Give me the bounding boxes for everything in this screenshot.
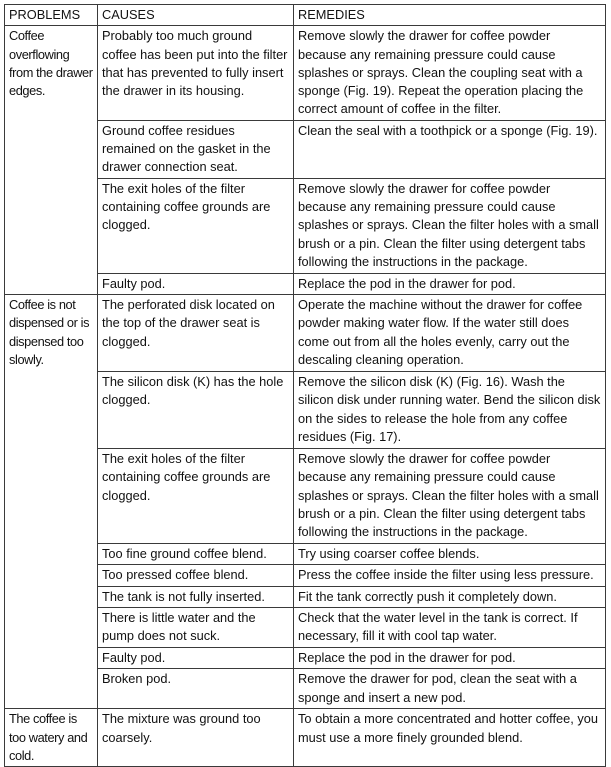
remedy-cell: To obtain a more concentrated and hotter coffee, you must use a more finely grounded blend.: [294, 709, 606, 767]
cause-cell: The mixture was ground too coarsely.: [98, 709, 294, 767]
remedy-cell: Remove the drawer for pod, clean the seat with a sponge and insert a new pod.: [294, 669, 606, 709]
problem-cell: The coffee is too watery and cold.: [5, 709, 98, 767]
remedy-cell: Remove the silicon disk (K) (Fig. 16). Wash the silicon disk under running water. Bend the silicon disk on the sides to release the hole from any coffee residues (Fig. 17).: [294, 372, 606, 449]
remedy-cell: Check that the water level in the tank is correct. If necessary, fill it with cool tap water.: [294, 607, 606, 647]
table-row: [5, 26, 606, 120]
header-remedies: REMEDIES: [294, 5, 606, 26]
table-row: [5, 295, 606, 372]
cause-cell: Faulty pod.: [98, 647, 294, 668]
cause-cell: Ground coffee residues remained on the gasket in the drawer connection seat.: [98, 120, 294, 178]
table-row: [5, 709, 606, 767]
cause-cell: The exit holes of the filter containing coffee grounds are clogged.: [98, 178, 294, 273]
header-row: [5, 5, 606, 26]
problem-cell: Coffee overflowing from the drawer edges.: [5, 26, 98, 295]
remedy-cell: Press the coffee inside the filter using less pressure.: [294, 565, 606, 586]
problem-cell: Coffee is not dispensed or is dispensed too slowly.: [5, 295, 98, 709]
remedy-cell: Remove slowly the drawer for coffee powder because any remaining pressure could cause splashes or sprays. Clean the filter holes with a small brush or a pin. Clean the filter using detergent tabs following the instructions in the package.: [294, 178, 606, 273]
remedy-cell: Replace the pod in the drawer for pod.: [294, 273, 606, 294]
cause-cell: Too pressed coffee blend.: [98, 565, 294, 586]
troubleshooting-table: [4, 4, 606, 767]
remedy-cell: Clean the seal with a toothpick or a sponge (Fig. 19).: [294, 120, 606, 178]
cause-cell: The exit holes of the filter containing coffee grounds are clogged.: [98, 449, 294, 544]
cause-cell: The perforated disk located on the top of the drawer seat is clogged.: [98, 295, 294, 372]
cause-cell: There is little water and the pump does not suck.: [98, 607, 294, 647]
cause-cell: Broken pod.: [98, 669, 294, 709]
cause-cell: The tank is not fully inserted.: [98, 586, 294, 607]
remedy-cell: Remove slowly the drawer for coffee powder because any remaining pressure could cause splashes or sprays. Clean the filter holes with a small brush or a pin. Clean the filter using detergent tabs following the instructions in the package.: [294, 449, 606, 544]
cause-cell: Probably too much ground coffee has been put into the filter that has prevented to fully insert the drawer in its housing.: [98, 26, 294, 120]
remedy-cell: Replace the pod in the drawer for pod.: [294, 647, 606, 668]
cause-cell: Faulty pod.: [98, 273, 294, 294]
header-problems: PROBLEMS: [5, 5, 98, 26]
remedy-cell: Try using coarser coffee blends.: [294, 544, 606, 565]
cause-cell: The silicon disk (K) has the hole clogged.: [98, 372, 294, 449]
cause-cell: Too fine ground coffee blend.: [98, 544, 294, 565]
header-causes: CAUSES: [98, 5, 294, 26]
remedy-cell: Remove slowly the drawer for coffee powder because any remaining pressure could cause splashes or sprays. Clean the coupling seat with a sponge (Fig. 19). Repeat the operation placing the correct amount of coffee in the filter.: [294, 26, 606, 120]
remedy-cell: Fit the tank correctly push it completely down.: [294, 586, 606, 607]
remedy-cell: Operate the machine without the drawer for coffee powder making water flow. If the water still does come out from all the holes evenly, carry out the descaling cleaning operation.: [294, 295, 606, 372]
